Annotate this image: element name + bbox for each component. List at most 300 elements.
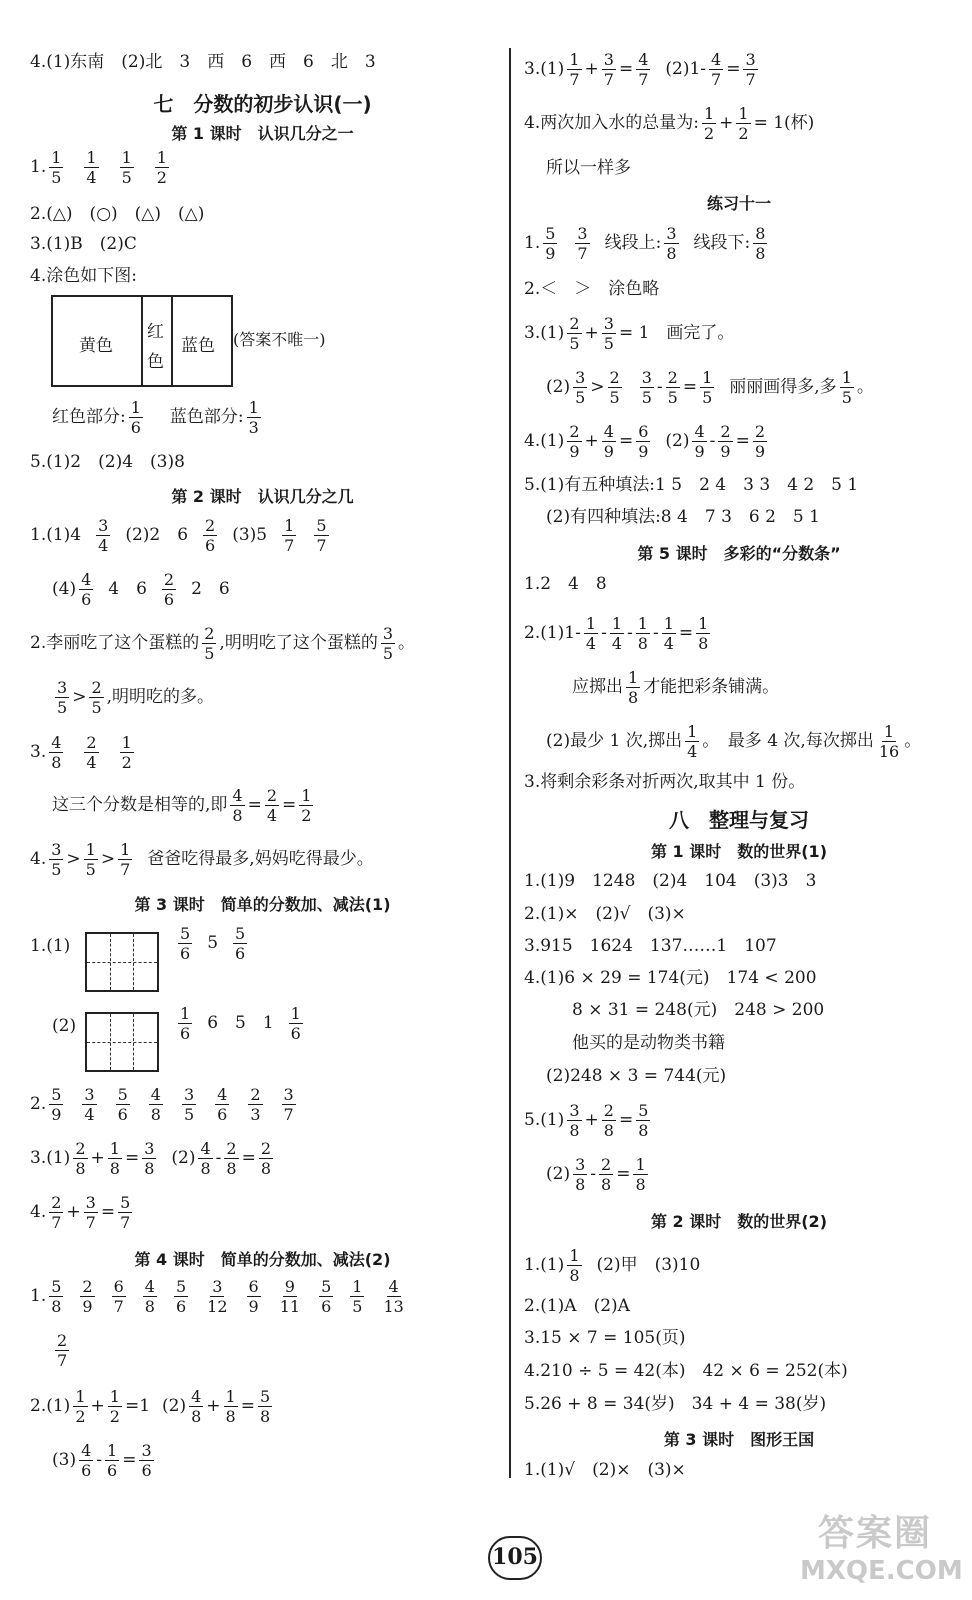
numerator: 1 xyxy=(352,1277,363,1296)
denominator: 6 xyxy=(81,590,92,609)
numerator: 2 xyxy=(75,1139,86,1158)
denominator: 3 xyxy=(248,418,259,437)
denominator: 3 xyxy=(250,1105,261,1124)
denominator: 5 xyxy=(575,388,586,407)
fraction xyxy=(224,1387,238,1426)
fraction xyxy=(662,614,676,653)
watermark-logo: 答案圈 MXQE.COM xyxy=(800,1513,963,1586)
numerator: 2 xyxy=(601,1155,612,1174)
numerator: 1 xyxy=(841,368,852,387)
numerator: 3 xyxy=(141,1441,152,1460)
numerator: 3 xyxy=(212,1277,223,1296)
numerator: 5 xyxy=(638,1101,649,1120)
denominator: 4 xyxy=(86,753,97,772)
fraction xyxy=(575,224,589,263)
numerator: 4 xyxy=(150,1085,161,1104)
fraction xyxy=(118,1193,132,1232)
denominator: 6 xyxy=(290,1024,301,1043)
numerator: 3 xyxy=(569,1101,580,1120)
denominator: 8 xyxy=(755,244,766,263)
fraction xyxy=(636,422,650,461)
fraction xyxy=(282,516,296,555)
fraction xyxy=(567,50,581,89)
fraction xyxy=(666,368,680,407)
numerator: 9 xyxy=(284,1277,295,1296)
fraction xyxy=(84,733,98,772)
denominator: 4 xyxy=(98,536,109,555)
denominator: 8 xyxy=(569,1266,580,1285)
denominator: 6 xyxy=(180,944,191,963)
denominator: 2 xyxy=(109,1407,120,1426)
answer-line: (2) $\frac{3}{5}$ > $\frac{2}{5}$ $\frac{3}{5}$ - $\frac{2}{5}$ = $\frac{1}{5}$ 丽丽画得多,多 $\frac{1}{5}$ 。 xyxy=(546,368,874,407)
denominator: 8 xyxy=(226,1159,237,1178)
fraction xyxy=(247,398,261,437)
denominator: 7 xyxy=(603,70,614,89)
numerator: 5 xyxy=(235,924,246,943)
numerator: 4 xyxy=(81,570,92,589)
fraction xyxy=(112,1277,126,1316)
numerator: 2 xyxy=(57,1331,68,1350)
fraction xyxy=(696,614,710,653)
fraction xyxy=(877,722,901,761)
numerator: 3 xyxy=(577,224,588,243)
numerator: 4 xyxy=(200,1139,211,1158)
denominator: 5 xyxy=(57,698,68,717)
numerator: 1 xyxy=(611,614,622,633)
answer-line: 4.(1)东南 (2)北 3 西 6 西 6 北 3 xyxy=(30,52,376,72)
answer-line: 1. $\frac{1}{5}$ $\frac{1}{4}$ $\frac{1}{5}$ $\frac{1}{2}$ xyxy=(30,148,167,187)
fraction xyxy=(55,678,69,717)
numerator: 2 xyxy=(603,1101,614,1120)
denominator: 2 xyxy=(703,124,715,143)
fraction xyxy=(215,1085,229,1124)
fraction xyxy=(224,1139,238,1178)
numerator: 1 xyxy=(121,148,132,167)
numerator: 3 xyxy=(183,1085,195,1104)
numerator: 1 xyxy=(156,148,167,167)
answer-line: 1.(1) $\frac{1}{8}$ (2)甲 (3)10 xyxy=(524,1246,701,1285)
numerator: 2 xyxy=(667,368,678,387)
denominator: 6 xyxy=(175,1297,187,1316)
numerator: 2 xyxy=(754,422,766,441)
numerator: 3 xyxy=(57,678,68,697)
answer-line: (2) xyxy=(52,1016,77,1036)
fraction xyxy=(692,422,706,461)
fraction xyxy=(49,1277,63,1316)
fraction xyxy=(702,104,716,143)
fraction xyxy=(84,840,98,879)
answer-line: 2.(1)1- $\frac{1}{4}$ - $\frac{1}{4}$ - $\frac{1}{8}$ - $\frac{1}{4}$ = $\frac{1}{8}$ xyxy=(524,614,709,653)
answer-line: $\frac{5}{6}$ 5 $\frac{5}{6}$ xyxy=(180,924,246,963)
fraction xyxy=(567,1246,581,1285)
answer-line: 5.(1)有五种填法:1 5 2 4 3 3 4 2 5 1 xyxy=(524,475,859,495)
fraction xyxy=(55,1331,69,1370)
answer-line: 4.210 ÷ 5 = 42(本) 42 × 6 = 252(本) xyxy=(524,1361,848,1381)
answer-line: 4.(1) $\frac{2}{9}$ + $\frac{4}{9}$ = $\frac{6}{9}$ (2) $\frac{4}{9}$ - $\frac{2}{9}$ = $\frac{2}{9}$ xyxy=(524,422,766,461)
answer-line: 所以一样多 xyxy=(546,158,631,178)
denominator: 9 xyxy=(545,244,556,263)
numerator: 4 xyxy=(51,733,62,752)
numerator: 1 xyxy=(51,148,62,167)
fraction xyxy=(610,614,624,653)
denominator: 5 xyxy=(609,388,620,407)
answer-line: 4.两次加入水的总量为: $\frac{1}{2}$ + $\frac{1}{2}$ = 1(杯) xyxy=(524,104,815,143)
fraction xyxy=(258,1387,272,1426)
denominator: 8 xyxy=(575,1175,586,1194)
lesson-title: 第 2 课时 认识几分之几 xyxy=(171,487,354,506)
fraction xyxy=(230,786,244,825)
denominator: 7 xyxy=(57,1351,68,1370)
denominator: 4 xyxy=(585,634,597,653)
numerator: 1 xyxy=(120,840,131,859)
numerator: 4 xyxy=(388,1277,399,1296)
denominator: 2 xyxy=(156,168,167,187)
numerator: 4 xyxy=(232,786,243,805)
numerator: 4 xyxy=(144,1277,155,1296)
answer-line: (2)最少 1 次,掷出 $\frac{1}{4}$ 。 最多 4 次,每次掷出 $\frac{1}{16}$ 。 xyxy=(546,722,922,761)
numerator: 3 xyxy=(84,1085,95,1104)
fraction xyxy=(743,50,757,89)
answer-line: 1.(1)9 1248 (2)4 104 (3)3 3 xyxy=(524,871,817,891)
numerator: 8 xyxy=(755,224,766,243)
denominator: 5 xyxy=(51,860,62,879)
denominator: 5 xyxy=(91,698,102,717)
fraction xyxy=(233,924,247,963)
numerator: 2 xyxy=(266,786,278,805)
answer-line: (2)有四种填法:8 4 7 3 6 2 5 1 xyxy=(546,507,820,527)
denominator: 4 xyxy=(611,634,622,653)
numerator: 5 xyxy=(180,924,191,943)
answer-line: 5.(1)2 (2)4 (3)8 xyxy=(30,452,185,472)
numerator: 1 xyxy=(663,614,674,633)
fraction xyxy=(753,422,767,461)
denominator: 12 xyxy=(207,1297,228,1316)
lesson-title: 第 2 课时 数的世界(2) xyxy=(650,1212,828,1231)
fraction xyxy=(567,1101,581,1140)
fraction xyxy=(626,668,640,707)
numerator: 3 xyxy=(85,1193,96,1212)
denominator: 8 xyxy=(109,1159,120,1178)
denominator: 7 xyxy=(120,860,131,879)
fraction xyxy=(282,1085,296,1124)
denominator: 7 xyxy=(51,1213,62,1232)
answer-line: 1.(1)√ (2)× (3)× xyxy=(524,1460,686,1480)
red-region: 红 色 xyxy=(143,297,173,385)
column-divider xyxy=(509,48,511,1478)
numerator: 5 xyxy=(120,1193,131,1212)
denominator: 8 xyxy=(200,1159,211,1178)
fraction xyxy=(84,148,98,187)
denominator: 7 xyxy=(316,536,327,555)
fraction xyxy=(182,1085,196,1124)
fraction xyxy=(118,840,132,879)
denominator: 6 xyxy=(163,590,175,609)
denominator: 5 xyxy=(603,334,614,353)
answer-line: 他买的是动物类书籍 xyxy=(572,1033,725,1053)
fraction xyxy=(633,1155,647,1194)
denominator: 6 xyxy=(180,1024,191,1043)
numerator: 6 xyxy=(638,422,649,441)
fraction xyxy=(640,368,654,407)
numerator: 5 xyxy=(316,516,327,535)
denominator: 4 xyxy=(663,634,674,653)
denominator: 9 xyxy=(720,442,731,461)
denominator: 8 xyxy=(144,1297,155,1316)
fraction xyxy=(139,1441,153,1480)
answer-line: 2.(1) $\frac{1}{2}$ + $\frac{1}{2}$ =1 (2) $\frac{4}{8}$ + $\frac{1}{8}$ = $\frac{5}{8}$ xyxy=(30,1387,271,1426)
answer-line: (4) $\frac{4}{6}$ 4 6 $\frac{2}{6}$ 2 6 xyxy=(52,570,230,609)
denominator: 5 xyxy=(352,1297,363,1316)
answer-line: 1. $\frac{5}{8}$ $\frac{2}{9}$ $\frac{6}{7}$ $\frac{4}{8}$ $\frac{5}{6}$ $\frac{3}{12}$ $\frac{6}{9}$ $\frac{9}{11}$ $\frac{5}{6}$ $\frac{1}{5}$ $\frac{4}{13}$ xyxy=(30,1277,404,1316)
numerator: 3 xyxy=(283,1085,294,1104)
answer-line: 1.(1) xyxy=(30,936,71,956)
fraction xyxy=(84,1193,98,1232)
numerator: 2 xyxy=(91,678,102,697)
numerator: 2 xyxy=(260,1139,272,1158)
denominator: 9 xyxy=(603,442,614,461)
fraction xyxy=(314,516,328,555)
answer-line: 2. $\frac{5}{9}$ $\frac{3}{4}$ $\frac{5}{6}$ $\frac{4}{8}$ $\frac{3}{5}$ $\frac{4}{6}$ $\frac{2}{3}$ $\frac{3}{7}$ xyxy=(30,1085,294,1124)
denominator: 2 xyxy=(738,124,749,143)
fraction xyxy=(319,1277,333,1316)
denominator: 5 xyxy=(702,388,713,407)
denominator: 8 xyxy=(666,244,677,263)
fraction xyxy=(753,224,767,263)
handwritten-note: (答案不唯一) xyxy=(233,330,326,349)
numerator: 3 xyxy=(575,368,586,387)
answer-line: (3) $\frac{4}{6}$ - $\frac{1}{6}$ = $\frac{3}{6}$ xyxy=(52,1441,152,1480)
fraction xyxy=(599,1155,613,1194)
denominator: 5 xyxy=(841,388,852,407)
fraction xyxy=(202,624,216,663)
denominator: 6 xyxy=(81,1461,92,1480)
fraction xyxy=(49,1193,63,1232)
fraction xyxy=(73,1139,87,1178)
answer-line: 3. $\frac{4}{8}$ $\frac{2}{4}$ $\frac{1}{2}$ xyxy=(30,733,132,772)
denominator: 6 xyxy=(141,1461,152,1480)
numerator: 2 xyxy=(569,314,580,333)
denominator: 8 xyxy=(150,1105,161,1124)
fraction xyxy=(259,1139,273,1178)
answer-line: 5.26 + 8 = 34(岁) 34 + 4 = 38(岁) xyxy=(524,1394,827,1414)
numerator: 3 xyxy=(745,50,756,69)
numerator: 2 xyxy=(205,516,216,535)
fraction xyxy=(289,1004,303,1043)
denominator: 8 xyxy=(191,1407,202,1426)
fraction xyxy=(80,1277,94,1316)
denominator: 5 xyxy=(204,644,215,663)
numerator: 2 xyxy=(609,368,620,387)
denominator: 16 xyxy=(878,742,900,761)
denominator: 8 xyxy=(260,1159,272,1178)
lesson-title: 第 4 课时 简单的分数加、减法(2) xyxy=(134,1250,391,1269)
page-number: 105 xyxy=(488,1536,542,1580)
denominator: 6 xyxy=(130,418,141,437)
denominator: 13 xyxy=(383,1297,404,1316)
denominator: 2 xyxy=(121,753,132,772)
fraction xyxy=(108,1139,122,1178)
yellow-region: 黄色 xyxy=(53,297,143,385)
denominator: 5 xyxy=(569,334,580,353)
answer-line: 3.将剩余彩条对折两次,取其中 1 份。 xyxy=(524,772,806,792)
numerator: 3 xyxy=(98,516,109,535)
numerator: 3 xyxy=(603,50,614,69)
denominator: 5 xyxy=(667,388,678,407)
denominator: 8 xyxy=(603,1121,614,1140)
fraction xyxy=(73,1387,87,1426)
fraction xyxy=(129,398,143,437)
numerator: 4 xyxy=(694,422,705,441)
fraction xyxy=(189,1387,203,1426)
numerator: 1 xyxy=(569,1246,580,1265)
answer-line: 3.(1) $\frac{1}{7}$ + $\frac{3}{7}$ = $\frac{4}{7}$ (2)1- $\frac{4}{7}$ = $\frac{3}{7}$ xyxy=(524,50,756,89)
answer-line: $\frac{3}{5}$ > $\frac{2}{5}$ ,明明吃的多。 xyxy=(57,678,215,717)
denominator: 9 xyxy=(638,442,649,461)
fraction xyxy=(709,50,723,89)
fraction xyxy=(79,1441,93,1480)
fraction xyxy=(155,148,169,187)
numerator: 1 xyxy=(637,614,648,633)
numerator: 3 xyxy=(666,224,677,243)
numerator: 5 xyxy=(117,1085,128,1104)
fraction xyxy=(567,314,581,353)
answer-line: 2.(1)A (2)A xyxy=(524,1296,630,1316)
section-title: 练习十一 xyxy=(706,194,771,213)
numerator: 1 xyxy=(738,104,749,123)
numerator: 5 xyxy=(51,1085,62,1104)
fraction xyxy=(636,50,650,89)
denominator: 2 xyxy=(75,1407,86,1426)
answer-line: $\frac{1}{6}$ 6 5 1 $\frac{1}{6}$ xyxy=(180,1004,301,1043)
numerator: 3 xyxy=(382,624,394,643)
numerator: 5 xyxy=(321,1277,332,1296)
denominator: 6 xyxy=(217,1105,228,1124)
denominator: 4 xyxy=(687,742,698,761)
numerator: 1 xyxy=(635,1155,646,1174)
lesson-title: 第 5 课时 多彩的“分数条” xyxy=(637,544,841,563)
answer-line: 4.(1)6 × 29 = 174(元) 174 < 200 xyxy=(524,968,817,988)
denominator: 8 xyxy=(259,1407,271,1426)
lesson-title: 第 3 课时 简单的分数加、减法(1) xyxy=(134,895,391,914)
answer-line: 4.涂色如下图: xyxy=(30,266,137,286)
denominator: 8 xyxy=(628,688,639,707)
fraction xyxy=(602,1101,616,1140)
answer-line: 2.李丽吃了这个蛋糕的 $\frac{2}{5}$ ,明明吃了这个蛋糕的 $\frac{3}{5}$ 。 xyxy=(30,624,416,663)
fraction xyxy=(49,733,63,772)
fraction xyxy=(96,516,110,555)
fraction xyxy=(636,614,650,653)
fraction xyxy=(105,1441,119,1480)
numerator: 6 xyxy=(113,1277,124,1296)
denominator: 7 xyxy=(711,70,722,89)
answer-line: 3.915 1624 137……1 107 xyxy=(524,936,777,956)
denominator: 6 xyxy=(321,1297,332,1316)
denominator: 7 xyxy=(577,244,588,263)
numerator: 3 xyxy=(641,368,652,387)
numerator: 2 xyxy=(163,570,175,589)
fraction xyxy=(143,1277,157,1316)
fraction xyxy=(149,1085,163,1124)
denominator: 8 xyxy=(232,806,243,825)
denominator: 8 xyxy=(601,1175,612,1194)
denominator: 8 xyxy=(51,1297,62,1316)
fraction xyxy=(108,1387,122,1426)
numerator: 1 xyxy=(225,1387,236,1406)
blue-region: 蓝色 xyxy=(181,336,215,356)
denominator: 6 xyxy=(205,536,216,555)
denominator: 9 xyxy=(694,442,705,461)
numerator: 4 xyxy=(191,1387,202,1406)
denominator: 7 xyxy=(113,1297,124,1316)
answer-line: 2.(△) (○) (△) (△) xyxy=(30,204,205,224)
numerator: 4 xyxy=(603,422,614,441)
denominator: 8 xyxy=(638,1121,649,1140)
answer-line: 3.15 × 7 = 105(页) xyxy=(524,1328,686,1348)
fraction xyxy=(381,624,395,663)
numerator: 5 xyxy=(175,1277,187,1296)
denominator: 11 xyxy=(279,1297,301,1316)
denominator: 9 xyxy=(754,442,766,461)
denominator: 7 xyxy=(745,70,756,89)
answer-line: 1.2 4 8 xyxy=(524,574,607,594)
answer-line: 4. $\frac{2}{7}$ + $\frac{3}{7}$ = $\frac{5}{7}$ xyxy=(30,1193,131,1232)
numerator: 2 xyxy=(569,422,580,441)
denominator: 5 xyxy=(382,644,394,663)
fraction xyxy=(567,422,581,461)
fraction xyxy=(543,224,557,263)
denominator: 4 xyxy=(266,806,278,825)
fraction xyxy=(120,148,134,187)
fraction xyxy=(142,1139,156,1178)
denominator: 9 xyxy=(51,1105,62,1124)
fraction xyxy=(685,722,699,761)
fraction xyxy=(49,148,63,187)
fraction xyxy=(205,1277,229,1316)
denominator: 4 xyxy=(86,168,97,187)
fraction xyxy=(736,104,750,143)
fraction xyxy=(573,1155,587,1194)
denominator: 5 xyxy=(51,168,62,187)
numerator: 1 xyxy=(75,1387,86,1406)
answer-line: 8 × 31 = 248(元) 248 > 200 xyxy=(572,1000,825,1020)
answer-line: 应掷出 $\frac{1}{8}$ 才能把彩条铺满。 xyxy=(572,668,780,707)
denominator: 6 xyxy=(235,944,246,963)
numerator: 1 xyxy=(107,1441,118,1460)
numerator: 4 xyxy=(217,1085,228,1104)
fraction xyxy=(718,422,732,461)
grid-diagram xyxy=(85,932,159,992)
numerator: 2 xyxy=(51,1193,62,1212)
answer-line: 3.(1) $\frac{2}{5}$ + $\frac{3}{5}$ = 1 画完了。 xyxy=(524,314,735,353)
denominator: 5 xyxy=(121,168,132,187)
lesson-title: 第 1 课时 数的世界(1) xyxy=(650,842,828,861)
fraction xyxy=(278,1277,302,1316)
fraction xyxy=(602,50,616,89)
numerator: 4 xyxy=(81,1441,92,1460)
numerator: 1 xyxy=(86,148,97,167)
answer-line: 3.(1) $\frac{2}{8}$ + $\frac{1}{8}$ = $\frac{3}{8}$ (2) $\frac{4}{8}$ - $\frac{2}{8}$ = $\frac{2}{8}$ xyxy=(30,1139,272,1178)
fraction xyxy=(120,733,134,772)
denominator: 5 xyxy=(183,1105,195,1124)
fraction xyxy=(178,924,192,963)
denominator: 8 xyxy=(635,1175,646,1194)
fraction xyxy=(178,1004,192,1043)
numerator: 1 xyxy=(687,722,698,741)
numerator: 5 xyxy=(51,1277,62,1296)
fraction xyxy=(162,570,176,609)
fraction xyxy=(247,1277,261,1316)
numerator: 1 xyxy=(121,733,132,752)
